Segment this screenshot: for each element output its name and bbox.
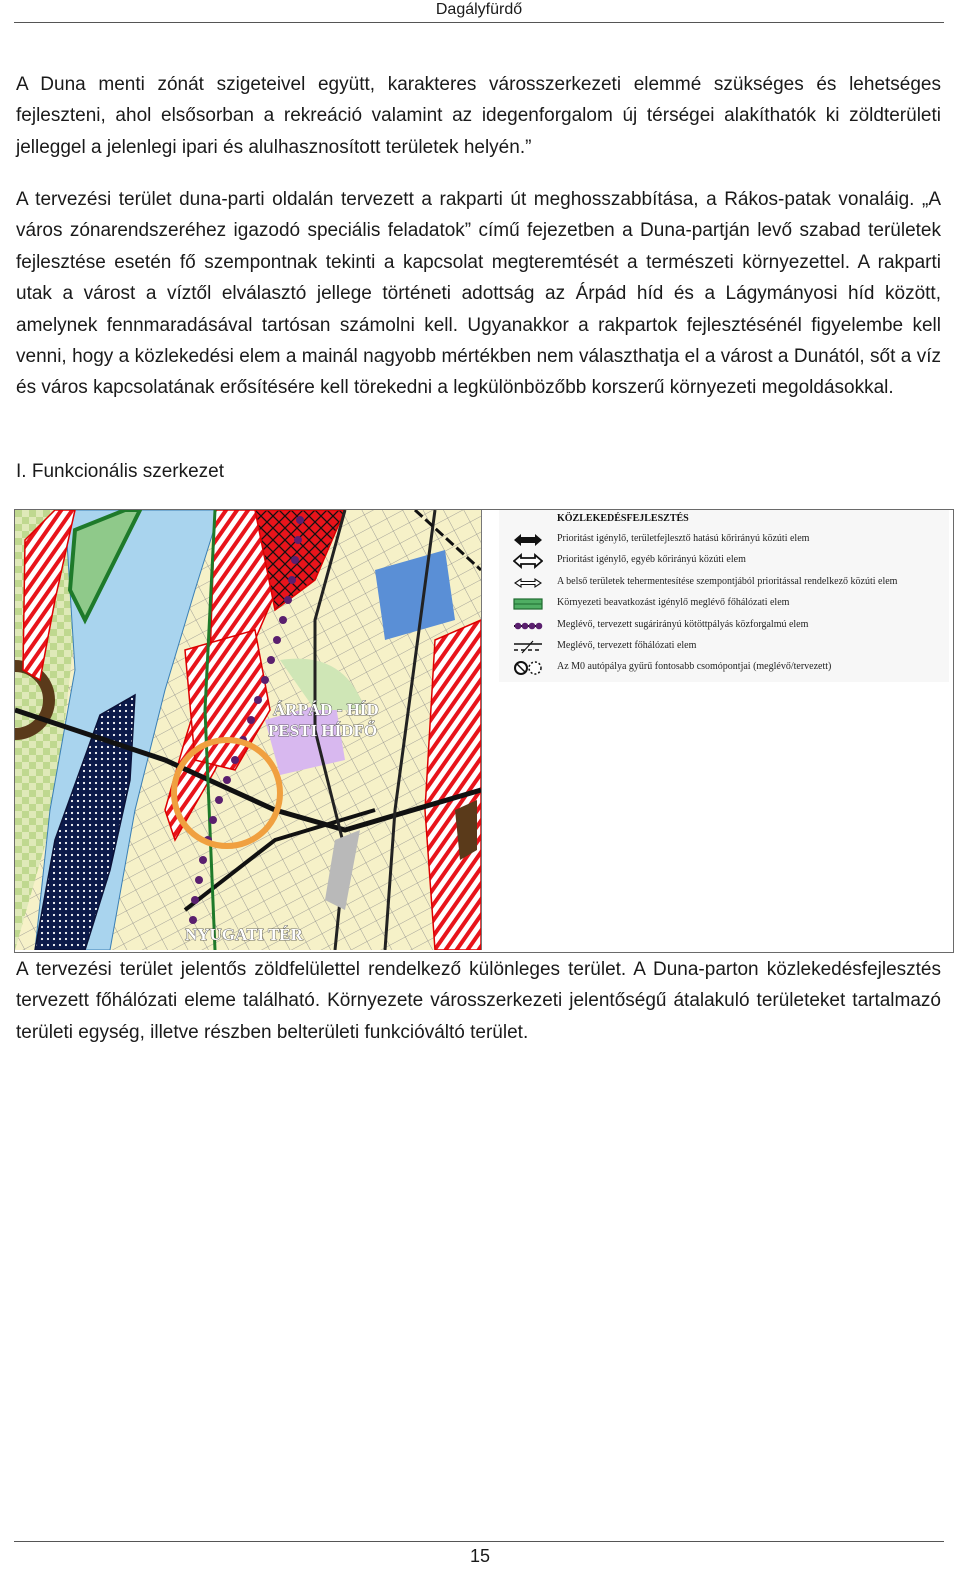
page-header <box>14 0 944 23</box>
legend-item <box>513 551 943 572</box>
structure-map <box>15 510 482 950</box>
double-arrow-black-icon <box>513 532 543 548</box>
legend-item-text: A belső területek tehermentesítése szempontjából prioritással rendelkező közúti elem <box>557 576 898 587</box>
legend-item <box>513 637 943 658</box>
double-arrow-outline-icon <box>513 553 543 569</box>
legend-item <box>513 573 943 594</box>
map-figure <box>14 509 954 953</box>
legend-item-text: Meglévő, tervezett sugárirányú kötöttpályás közforgalmú elem <box>557 619 809 630</box>
map-image <box>15 510 481 950</box>
footer-rule <box>14 1541 944 1542</box>
legend-item <box>513 616 943 637</box>
paragraph-2: A tervezési terület duna-parti oldalán tervezett a rakparti út meghosszabbítása, a Rákos-patak vonaláig. „A város zónarendszeréhez igazodó speciális feladatok” című fejezetben a Duna-partján levő szabad területek fejlesztése esetén fő szempontnak tekinti a kapcsolat megteremtését a természeti környezettel. A rakparti utak a várost a víztől elválasztó jellege történeti adottság az Árpád híd és a Lágymányosi híd között, amelynek fennmaradásával tartósan számolni kell. Ugyanakkor a rakpartok fejlesztésénél figyelembe kell venni, hogy a közlekedési elem a mainál nagyobb mértékben nem választhatja el a várost a Dunától, sőt a víz és város kapcsolatának erősítésére kell törekedni a legkülönbözőbb korszerű környezeti megoldásokkal. <box>16 189 941 399</box>
double-arrow-thin-icon <box>513 575 543 591</box>
purple-beads-icon <box>513 618 543 634</box>
legend-item-text: Környezeti beavatkozást igénylő meglévő főhálózati elem <box>557 597 790 608</box>
legend-item-text: Prioritást igénylő, területfejlesztő hatású kőrirányú közúti elem <box>557 533 810 544</box>
legend-item-text: Az M0 autópálya gyűrű fontosabb csomópontjai (meglévő/tervezett) <box>557 661 832 672</box>
paragraph-1: A Duna menti zónát szigeteivel együtt, karakteres városszerkezeti elemmé szükséges és lehetséges fejleszteni, ahol elsősorban a rekreáció valamint az idegenforgalom új térségei alakíthatók ki zöldterületi jelleggel a jelenlegi ipari és alulhasznosított területek helyén.” <box>16 74 941 158</box>
section-title: I. Funkcionális szerkezet <box>16 461 225 482</box>
paragraph-3: A tervezési terület jelentős zöldfelülettel rendelkező különleges terület. A Duna-parton közlekedésfejlesztés tervezett főhálózati eleme található. Környezete városszerkezeti jelentőségű átalakuló területeket tartalmazó területi egység, illetve részben belterületi funkcióváltó terület. <box>16 959 941 1043</box>
legend-title: KÖZLEKEDÉSFEJLESZTÉS <box>557 513 689 524</box>
page-number: 15 <box>469 1546 491 1566</box>
legend-item <box>513 594 943 615</box>
green-bar-icon <box>513 596 543 612</box>
legend-item-text: Meglévő, tervezett főhálózati elem <box>557 640 697 651</box>
junction-symbol-icon <box>513 660 543 676</box>
map-label-nyugati: NYUGATI TÉR <box>185 925 303 944</box>
map-legend <box>499 510 949 682</box>
legend-item-text: Prioritást igénylő, egyéb kőrirányú közúti elem <box>557 554 746 565</box>
header-title: Dagályfürdő <box>435 1 523 18</box>
map-label-arpad-1: ÁRPÁD - HÍD <box>273 700 379 719</box>
map-label-arpad-2: PESTI HÍDFŐ <box>268 721 378 740</box>
legend-item <box>513 658 943 679</box>
dashed-line-icon <box>513 639 543 655</box>
legend-item <box>513 530 943 551</box>
